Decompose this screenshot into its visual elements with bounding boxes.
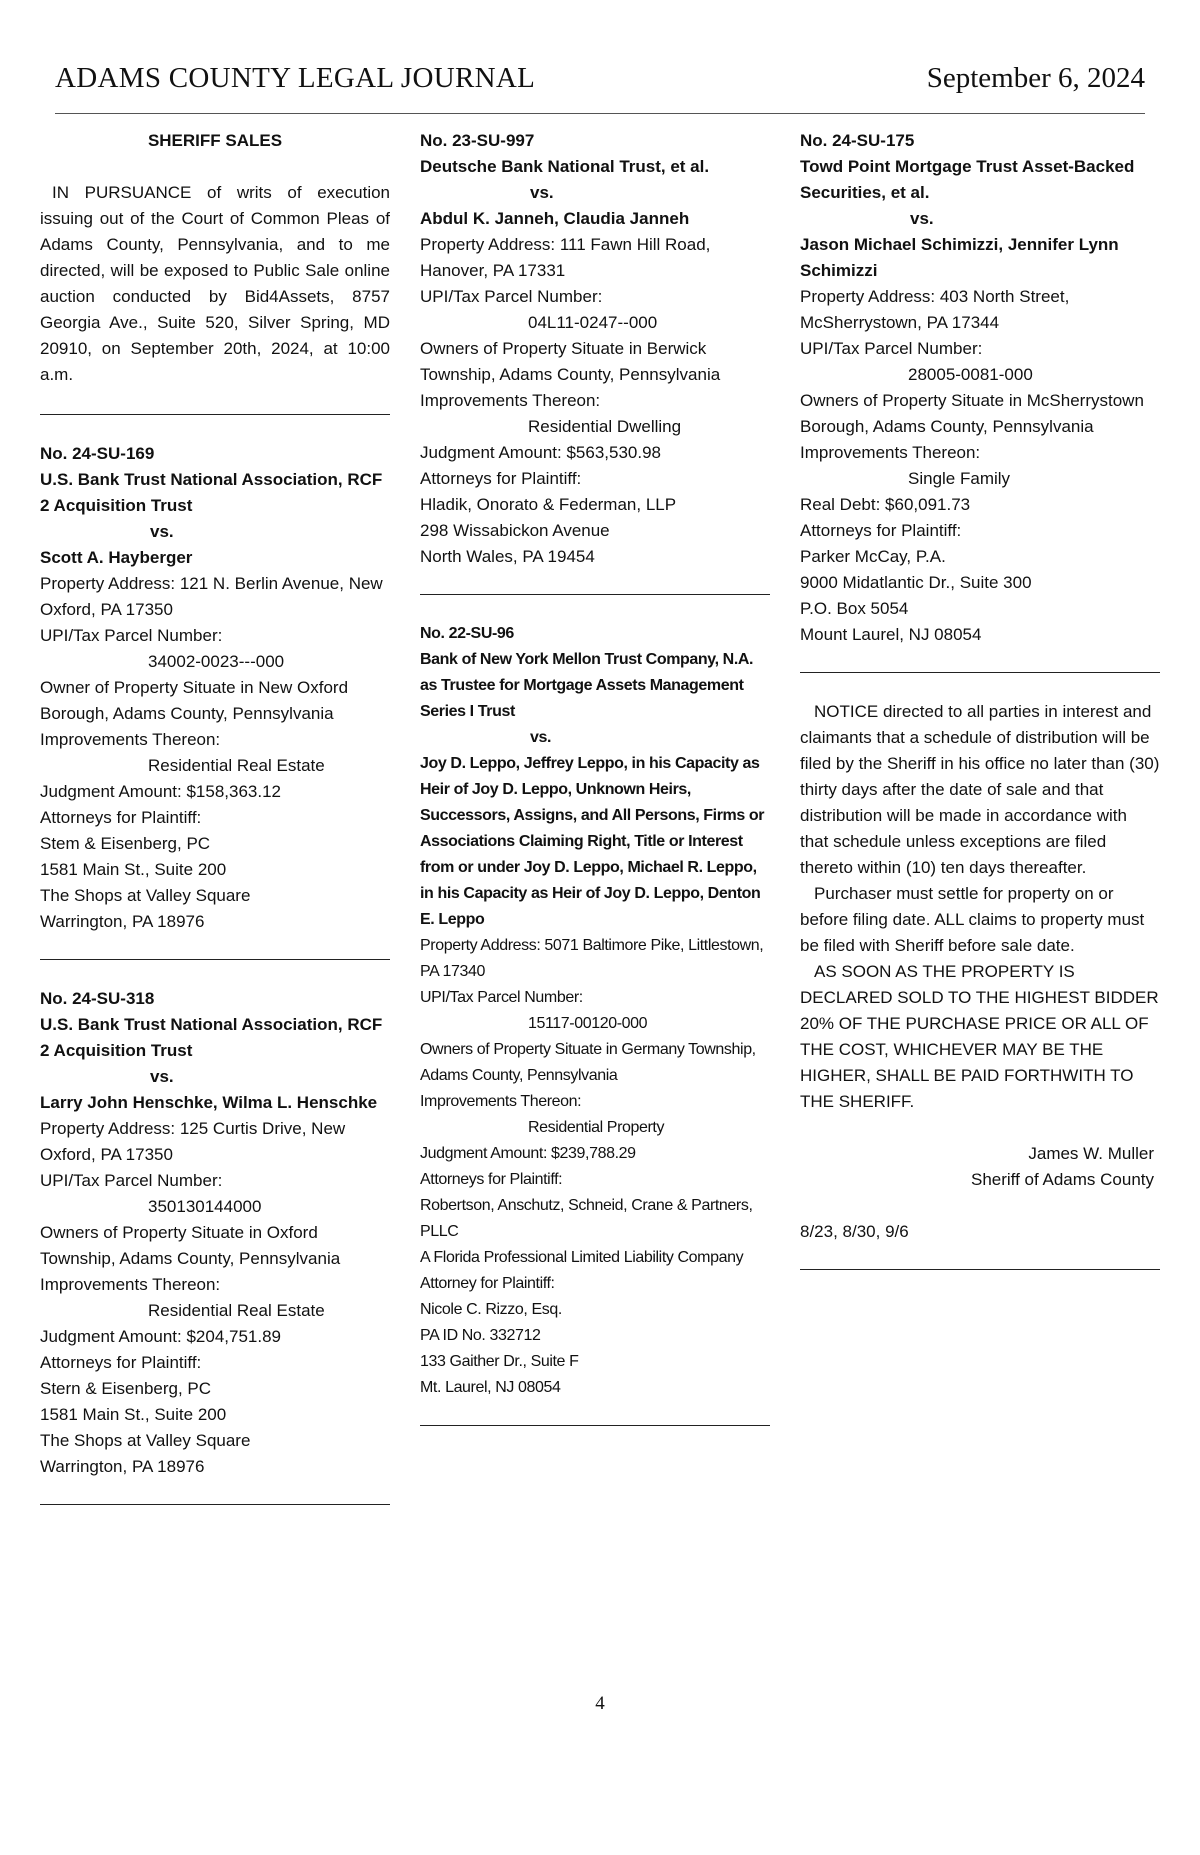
- versus: vs.: [150, 1067, 174, 1086]
- plaintiff: Towd Point Mortgage Trust Asset-Backed Securities, et al.: [800, 157, 1135, 202]
- case-number: No. 23-SU-997: [420, 131, 535, 150]
- case-number: No. 24-SU-169: [40, 444, 155, 463]
- owners-text: Owner of Property Situate in New Oxford Borough, Adams County, Pennsylvania: [40, 678, 349, 723]
- improvements-value: Residential Dwelling: [528, 417, 682, 436]
- attorney-line: Nicole C. Rizzo, Esq.: [420, 1301, 562, 1318]
- attorney-line: Hladik, Onorato & Federman, LLP: [420, 495, 677, 514]
- property-address: Property Address: 403 North Street, McSherrystown, PA 17344: [800, 287, 1070, 332]
- attorney-line: P.O. Box 5054: [800, 599, 909, 618]
- divider: [40, 1504, 390, 1505]
- attorney-line: 298 Wissabickon Avenue: [420, 521, 610, 540]
- attorneys-label: Attorneys for Plaintiff:: [420, 469, 582, 488]
- notice-paragraph: NOTICE directed to all parties in interest and claimants that a schedule of distribution will be filed by the Sheriff in his office no later than (30) thirty days after the date of sale and that distribution will be made in accordance with that schedule unless exceptions are filed thereto within (10) ten days thereafter.: [800, 702, 1160, 877]
- parcel-label: UPI/Tax Parcel Number:: [40, 1171, 223, 1190]
- judgment-amount: Judgment Amount: $204,751.89: [40, 1327, 282, 1346]
- owners-text: Owners of Property Situate in Oxford Township, Adams County, Pennsylvania: [40, 1223, 341, 1268]
- versus: vs.: [530, 183, 554, 202]
- versus: vs.: [150, 522, 174, 541]
- real-debt: Real Debt: $60,091.73: [800, 495, 971, 514]
- improvements-value: Single Family: [908, 469, 1011, 488]
- issue-date: September 6, 2024: [926, 62, 1145, 94]
- versus: vs.: [530, 729, 552, 746]
- defendant: Abdul K. Janneh, Claudia Janneh: [420, 209, 690, 228]
- plaintiff: U.S. Bank Trust National Association, RCF 2 Acquisition Trust: [40, 470, 383, 515]
- improvements-label: Improvements Thereon:: [40, 1275, 221, 1294]
- case-number: No. 24-SU-318: [40, 989, 155, 1008]
- improvements-label: Improvements Thereon:: [420, 391, 601, 410]
- section-heading: SHERIFF SALES: [147, 131, 283, 150]
- divider: [800, 1269, 1160, 1270]
- attorney-line: Warrington, PA 18976: [40, 1457, 205, 1476]
- attorney-line: North Wales, PA 19454: [420, 547, 595, 566]
- parcel-label: UPI/Tax Parcel Number:: [800, 339, 983, 358]
- attorney-line: Parker McCay, P.A.: [800, 547, 946, 566]
- defendant: Scott A. Hayberger: [40, 548, 193, 567]
- attorneys-label: Attorneys for Plaintiff:: [800, 521, 962, 540]
- attorney-line: 9000 Midatlantic Dr., Suite 300: [800, 573, 1032, 592]
- owners-text: Owners of Property Situate in Germany Township, Adams County, Pennsylvania: [420, 1041, 756, 1084]
- judgment-amount: Judgment Amount: $239,788.29: [420, 1145, 636, 1162]
- improvements-value: Residential Real Estate: [148, 1301, 325, 1320]
- judgment-amount: Judgment Amount: $563,530.98: [420, 443, 662, 462]
- attorney-line: PA ID No. 332712: [420, 1327, 541, 1344]
- improvements-value: Residential Real Estate: [148, 756, 325, 775]
- parcel-number: 350130144000: [148, 1197, 262, 1216]
- improvements-label: Improvements Thereon:: [40, 730, 221, 749]
- defendant: Joy D. Leppo, Jeffrey Leppo, in his Capacity as Heir of Joy D. Leppo, Unknown Heirs, Successors, Assigns, and All Persons, Firms or Associations Claiming Right, Title or Interest from or under Joy D. Leppo, Michael R. Leppo, in his Capacity as Heir of Joy D. Leppo, Denton E. Leppo: [420, 755, 765, 928]
- notice-block: [800, 699, 1160, 1245]
- attorney-line: 1581 Main St., Suite 200: [40, 1405, 227, 1424]
- judgment-amount: Judgment Amount: $158,363.12: [40, 782, 282, 801]
- improvements-label: Improvements Thereon:: [800, 443, 981, 462]
- intro-text: IN PURSUANCE of writs of execution issuing out of the Court of Common Pleas of Adams County, Pennsylvania, and to me directed, will be exposed to Public Sale online auction conducted by Bid4Assets, 8757 Georgia Ave., Suite 520, Silver Spring, MD 20910, on September 20th, 2024, at 10:00 a.m.: [40, 183, 390, 384]
- property-address: Property Address: 125 Curtis Drive, New Oxford, PA 17350: [40, 1119, 346, 1164]
- column-1: [40, 128, 390, 1505]
- attorney-line: Robertson, Anschutz, Schneid, Crane & Partners, PLLC: [420, 1197, 753, 1240]
- attorneys-label: Attorneys for Plaintiff:: [40, 808, 202, 827]
- case-entry: [40, 986, 390, 1480]
- page-header: [55, 62, 1145, 112]
- property-address: Property Address: 121 N. Berlin Avenue, New Oxford, PA 17350: [40, 574, 383, 619]
- owners-text: Owners of Property Situate in McSherrystown Borough, Adams County, Pennsylvania: [800, 391, 1144, 436]
- case-entry: [420, 621, 770, 1401]
- case-number: No. 22-SU-96: [420, 625, 514, 642]
- defendant: Jason Michael Schimizzi, Jennifer Lynn Schimizzi: [800, 235, 1119, 280]
- attorney-line: Mount Laurel, NJ 08054: [800, 625, 982, 644]
- attorney-line: The Shops at Valley Square: [40, 886, 251, 905]
- parcel-number: 28005-0081-000: [908, 365, 1033, 384]
- attorneys-label: Attorneys for Plaintiff:: [40, 1353, 202, 1372]
- parcel-label: UPI/Tax Parcel Number:: [420, 989, 583, 1006]
- notice-paragraph: Purchaser must settle for property on or before filing date. ALL claims to property must be filed with Sheriff before sale date.: [800, 884, 1145, 955]
- parcel-number: 15117-00120-000: [528, 1015, 648, 1032]
- case-entry: [420, 128, 770, 570]
- owners-text: Owners of Property Situate in Berwick Township, Adams County, Pennsylvania: [420, 339, 721, 384]
- property-address: Property Address: 5071 Baltimore Pike, Littlestown, PA 17340: [420, 937, 764, 980]
- plaintiff: Deutsche Bank National Trust, et al.: [420, 157, 710, 176]
- notice-paragraph: AS SOON AS THE PROPERTY IS DECLARED SOLD TO THE HIGHEST BIDDER 20% OF THE PURCHASE PRICE OR ALL OF THE COST, WHICHEVER MAY BE THE HIGHER, SHALL BE PAID FORTHWITH TO THE SHERIFF.: [800, 962, 1159, 1111]
- journal-title: ADAMS COUNTY LEGAL JOURNAL: [55, 62, 536, 94]
- improvements-label: Improvements Thereon:: [420, 1093, 582, 1110]
- attorney-line: 1581 Main St., Suite 200: [40, 860, 227, 879]
- case-number: No. 24-SU-175: [800, 131, 915, 150]
- attorneys-label: Attorneys for Plaintiff:: [420, 1171, 563, 1188]
- parcel-label: UPI/Tax Parcel Number:: [40, 626, 223, 645]
- attorney-line: Stem & Eisenberg, PC: [40, 834, 211, 853]
- divider: [420, 1425, 770, 1426]
- defendant: Larry John Henschke, Wilma L. Henschke: [40, 1093, 378, 1112]
- column-3: [800, 128, 1160, 1270]
- parcel-number: 34002-0023---000: [148, 652, 285, 671]
- plaintiff: Bank of New York Mellon Trust Company, N.A. as Trustee for Mortgage Assets Management Series I Trust: [420, 651, 754, 720]
- page-number: 4: [595, 1693, 605, 1714]
- attorney-line: 133 Gaither Dr., Suite F: [420, 1353, 579, 1370]
- attorney-line: Warrington, PA 18976: [40, 912, 205, 931]
- versus: vs.: [910, 209, 934, 228]
- improvements-value: Residential Property: [528, 1119, 665, 1136]
- attorney-label-2: Attorney for Plaintiff:: [420, 1275, 555, 1292]
- parcel-number: 04L11-0247--000: [528, 313, 658, 332]
- sheriff-title: Sheriff of Adams County: [970, 1170, 1154, 1189]
- property-address: Property Address: 111 Fawn Hill Road, Hanover, PA 17331: [420, 235, 711, 280]
- parcel-label: UPI/Tax Parcel Number:: [420, 287, 603, 306]
- case-entry: [800, 128, 1160, 648]
- column-2: [420, 128, 770, 1426]
- attorney-line: A Florida Professional Limited Liability Company: [420, 1249, 744, 1266]
- publication-dates: 8/23, 8/30, 9/6: [800, 1222, 909, 1241]
- attorney-line: The Shops at Valley Square: [40, 1431, 251, 1450]
- plaintiff: U.S. Bank Trust National Association, RCF 2 Acquisition Trust: [40, 1015, 383, 1060]
- header-divider: [55, 113, 1145, 114]
- case-entry: [40, 441, 390, 935]
- sheriff-name: James W. Muller: [1028, 1144, 1154, 1163]
- attorney-line: Mt. Laurel, NJ 08054: [420, 1379, 561, 1396]
- attorney-line: Stern & Eisenberg, PC: [40, 1379, 212, 1398]
